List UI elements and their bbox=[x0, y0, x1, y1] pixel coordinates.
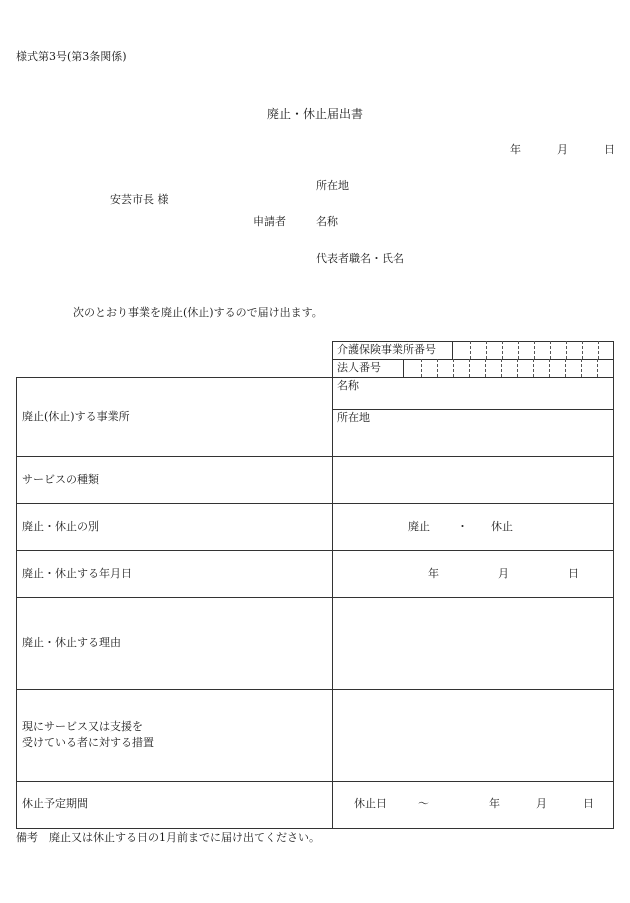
kind-separator-dot: ・ bbox=[457, 520, 468, 533]
date-row-year: 年 bbox=[428, 567, 439, 580]
period-month: 月 bbox=[536, 797, 547, 810]
page-title: 廃止・休止届出書 bbox=[267, 107, 364, 121]
period-year: 年 bbox=[489, 797, 500, 810]
measures-row-label-line2: 受けている者に対する措置 bbox=[22, 736, 154, 749]
corporate-number-label: 法人番号 bbox=[337, 361, 381, 374]
remarks-note: 備考 廃止又は休止する日の1月前までに届け出てください。 bbox=[16, 831, 320, 844]
date-row-label: 廃止・休止する年月日 bbox=[22, 567, 132, 580]
period-day: 日 bbox=[583, 797, 594, 810]
kind-option-abolish[interactable]: 廃止 bbox=[408, 520, 430, 533]
date-day-label: 日 bbox=[604, 143, 615, 156]
form-number: 様式第3号(第3条関係) bbox=[16, 50, 127, 63]
office-row-label: 廃止(休止)する事業所 bbox=[22, 410, 130, 423]
kind-row-label: 廃止・休止の別 bbox=[22, 520, 99, 533]
date-row-month: 月 bbox=[498, 567, 509, 580]
addressee: 安芸市長 様 bbox=[110, 193, 169, 206]
kind-option-suspend[interactable]: 休止 bbox=[491, 520, 513, 533]
applicant-role: 申請者 bbox=[253, 215, 286, 228]
period-start-label: 休止日 bbox=[354, 797, 387, 810]
applicant-name-label: 名称 bbox=[316, 215, 338, 228]
reason-row-label: 廃止・休止する理由 bbox=[22, 636, 121, 649]
applicant-rep-label: 代表者職名・氏名 bbox=[316, 252, 404, 265]
measures-row-label-line1: 現にサービス又は支援を bbox=[22, 720, 143, 733]
applicant-location-label: 所在地 bbox=[316, 179, 349, 192]
office-location-label: 所在地 bbox=[337, 411, 370, 424]
date-month-label: 月 bbox=[557, 143, 568, 156]
office-name-label: 名称 bbox=[337, 379, 359, 392]
period-row-label: 休止予定期間 bbox=[22, 797, 88, 810]
period-tilde: 〜 bbox=[418, 797, 429, 810]
intro-text: 次のとおり事業を廃止(休止)するので届け出ます。 bbox=[73, 306, 323, 319]
service-type-label: サービスの種類 bbox=[22, 473, 99, 486]
care-office-number-label: 介護保険事業所番号 bbox=[337, 343, 436, 356]
date-row-day: 日 bbox=[568, 567, 579, 580]
date-year-label: 年 bbox=[510, 143, 521, 156]
